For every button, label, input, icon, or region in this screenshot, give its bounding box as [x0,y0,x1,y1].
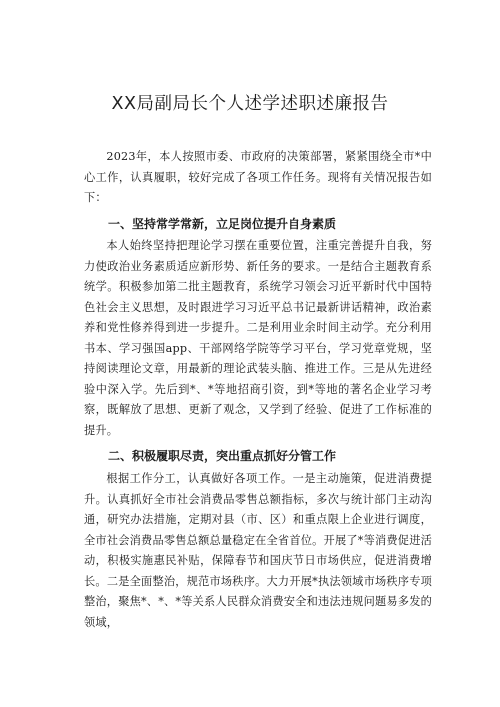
section-heading-2: 二、积极履职尽责，突出重点抓好分管工作 [108,449,337,463]
document-title: XX局副局长个人述学述职述廉报告 [111,94,389,114]
section-paragraph-1: 本人始终坚持把理论学习摆在重要位置，注重完善提升自我，努力使政治业务素质适应新形势、新任务的要求。一是结合主题教育系统学。积极参加第二批主题教育，系统学习领会习近平新时代中国特色社会主义思想，及时跟进学习习近平总书记最新讲话精神，政治素养和党性修养得到进一步提升。二是利用业余时间主动学。充分利用书本、学习强国app、干部网络学院等学习平台，学习党章党规，坚持阅读理论文章，用最新的理论武装头脑、推进工作。三是从先进经验中深入学。先后到*、*等地招商引资，到*等地的著名企业学习考察，既解放了思想、更新了观念，又学到了经验、促进了工作标准的提升。 [84,239,432,437]
intro-paragraph: 2023年，本人按照市委、市政府的决策部署，紧紧围绕全市*中心工作，认真履职，较好完成了各项工作任务。现将有关情况报告如下： [84,150,432,204]
section-paragraph-2: 根据工作分工，认真做好各项工作。一是主动施策，促进消费提升。认真抓好全市社会消费品零售总额指标，多次与统计部门主动沟通，研究办法措施，定期对县（市、区）和重点限上企业进行调度，全市社会消费品零售总额总量稳定在全省首位。开展了*等消费促进活动，积极实施惠民补贴，保障春节和国庆节日市场供应，促进消费增长。二是全面整治，规范市场秩序。大力开展*执法领域市场秩序专项整治，聚焦*、*、*等关系人民群众消费安全和违法违规问题易多发的领域， [84,472,432,629]
section-heading-1: 一、坚持常学常新，立足岗位提升自身素质 [108,217,337,231]
